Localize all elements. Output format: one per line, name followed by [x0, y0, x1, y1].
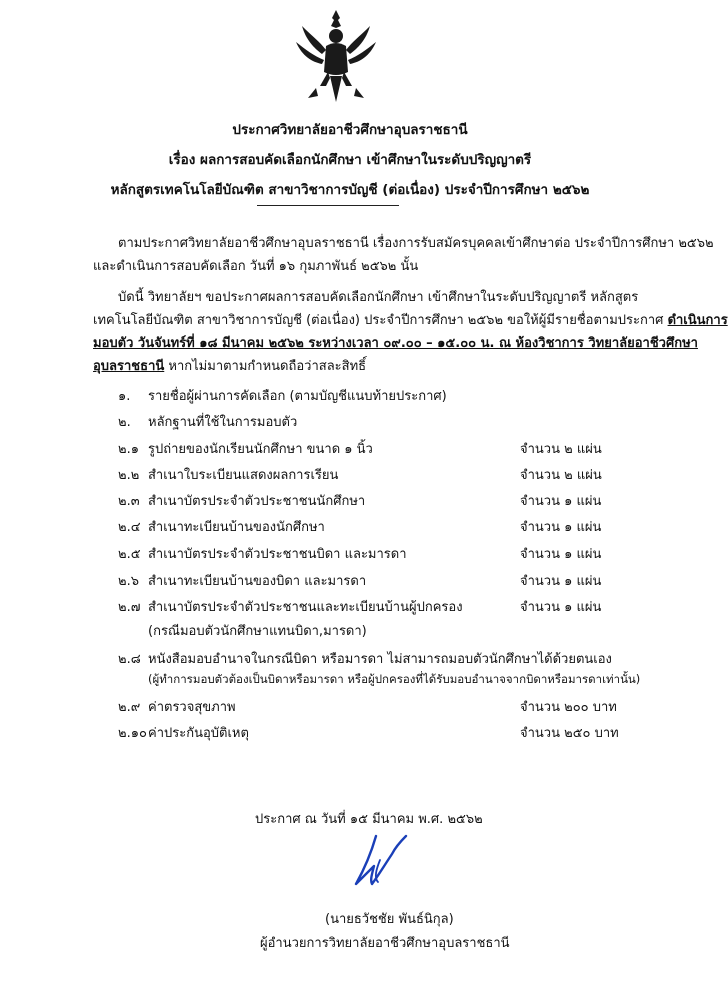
document-item-number: ๒.๖	[118, 574, 139, 589]
document-item-quantity: จำนวน ๒ แผ่น	[520, 468, 602, 483]
paragraph-2-line-4-emphasis: อุบลราชธานี	[93, 359, 165, 374]
document-item-number: ๒.๙	[118, 700, 141, 715]
list-item-text: หลักฐานที่ใช้ในการมอบตัว	[148, 415, 298, 430]
document-item-text: หนังสือมอบอำนาจในกรณีบิดา หรือมารดา ไม่สามารถมอบตัวนักศึกษาได้ด้วยตนเอง	[148, 652, 612, 667]
document-item-quantity: จำนวน ๑ แผ่น	[520, 574, 602, 589]
document-item-number: ๒.๘	[118, 652, 141, 667]
document-item-number: ๒.๔	[118, 520, 141, 535]
document-item-text: สำเนาบัตรประจำตัวประชาชนบิดา และมารดา	[148, 547, 407, 562]
document-item-number: ๒.๑	[118, 442, 139, 457]
document-item-quantity: จำนวน ๑ แผ่น	[520, 520, 602, 535]
document-item-number: ๒.๕	[118, 547, 141, 562]
document-item-quantity: จำนวน ๑ แผ่น	[520, 547, 602, 562]
garuda-emblem-icon	[292, 6, 380, 108]
document-item-text: สำเนาใบระเบียนแสดงผลการเรียน	[148, 468, 339, 483]
paragraph-1-line-2: และดำเนินการสอบคัดเลือก วันที่ ๑๖ กุมภาพันธ์ ๒๕๖๒ นั้น	[93, 259, 419, 274]
signatory-name: (นายธวัชชัย พันธ์นิกุล)	[325, 912, 454, 927]
document-item-quantity: จำนวน ๑ แผ่น	[520, 494, 602, 509]
document-item-number: ๒.๒	[118, 468, 140, 483]
document-item-text: สำเนาทะเบียนบ้านของบิดา และมารดา	[148, 574, 367, 589]
paragraph-1-line-1: ตามประกาศวิทยาลัยอาชีวศึกษาอุบลราชธานี เรื่องการรับสมัครบุคคลเข้าศึกษาต่อ ประจำปีการศึกษา ๒๕๖๒	[118, 236, 714, 251]
announcement-date: ประกาศ ณ วันที่ ๑๕ มีนาคม พ.ศ. ๒๕๖๒	[255, 812, 483, 827]
document-item-text: สำเนาทะเบียนบ้านของนักศึกษา	[148, 520, 325, 535]
announcement-program: หลักสูตรเทคโนโลยีบัณฑิต สาขาวิชาการบัญชี (ต่อเนื่อง) ประจำปีการศึกษา ๒๕๖๒	[110, 182, 590, 198]
list-item-number: ๑.	[118, 389, 131, 404]
header-divider	[257, 205, 399, 206]
document-item-note: (ผู้ทำการมอบตัวต้องเป็นบิดาหรือมารดา หรือผู้ปกครองที่ได้รับมอบอำนาจจากบิดาหรือมารดาเท่านั้น)	[148, 672, 641, 686]
document-item-quantity: จำนวน ๒๐๐ บาท	[520, 700, 617, 715]
document-item-text: สำเนาบัตรประจำตัวประชาชนและทะเบียนบ้านผู้ปกครอง	[148, 600, 463, 615]
document-item-number: ๒.๑๐	[118, 726, 147, 741]
paragraph-2-line-4	[93, 355, 653, 376]
handwritten-signature	[336, 832, 416, 894]
paragraph-2-line-3: มอบตัว วันจันทร์ที่ ๑๘ มีนาคม ๒๕๖๒ ระหว่างเวลา ๐๙.๐๐ – ๑๕.๐๐ น. ณ ห้องวิชาการ วิทยาลัยอาชีวศึกษา	[93, 336, 698, 351]
announcement-issuer: ประกาศวิทยาลัยอาชีวศึกษาอุบลราชธานี	[232, 122, 468, 138]
paragraph-2-line-4-text: หากไม่มาตามกำหนดถือว่าสละสิทธิ์	[164, 359, 367, 374]
document-item-text: รูปถ่ายของนักเรียนนักศึกษา ขนาด ๑ นิ้ว	[148, 442, 373, 457]
document-item-text: ค่าตรวจสุขภาพ	[148, 700, 236, 715]
list-item-number: ๒.	[118, 415, 131, 430]
signatory-position: ผู้อำนวยการวิทยาลัยอาชีวศึกษาอุบลราชธานี	[260, 936, 510, 951]
document-item-text: สำเนาบัตรประจำตัวประชาชนนักศึกษา	[148, 494, 366, 509]
document-item-text: ค่าประกันอุบัติเหตุ	[148, 726, 249, 741]
paragraph-2-line-1: บัดนี้ วิทยาลัยฯ ขอประกาศผลการสอบคัดเลือกนักศึกษา เข้าศึกษาในระดับปริญญาตรี หลักสูตร	[118, 290, 639, 305]
paragraph-2-line-2	[93, 309, 728, 330]
document-item-note: (กรณีมอบตัวนักศึกษาแทนบิดา,มารดา)	[148, 624, 367, 639]
document-item-number: ๒.๗	[118, 600, 141, 615]
paragraph-2-line-2-emphasis: ดำเนินการ	[667, 313, 728, 328]
paragraph-2-line-2-text: เทคโนโลยีบัณฑิต สาขาวิชาการบัญชี (ต่อเนื่อง) ประจำปีการศึกษา ๒๕๖๒ ขอให้ผู้มีรายชื่อตามประกาศ	[93, 313, 668, 328]
document-item-number: ๒.๓	[118, 494, 140, 509]
document-item-quantity: จำนวน ๒๕๐ บาท	[520, 726, 619, 741]
document-item-quantity: จำนวน ๒ แผ่น	[520, 442, 602, 457]
document-item-quantity: จำนวน ๑ แผ่น	[520, 600, 602, 615]
announcement-subject: เรื่อง ผลการสอบคัดเลือกนักศึกษา เข้าศึกษาในระดับปริญญาตรี	[168, 152, 532, 168]
list-item-text: รายชื่อผู้ผ่านการคัดเลือก (ตามบัญชีแนบท้ายประกาศ)	[148, 389, 447, 404]
